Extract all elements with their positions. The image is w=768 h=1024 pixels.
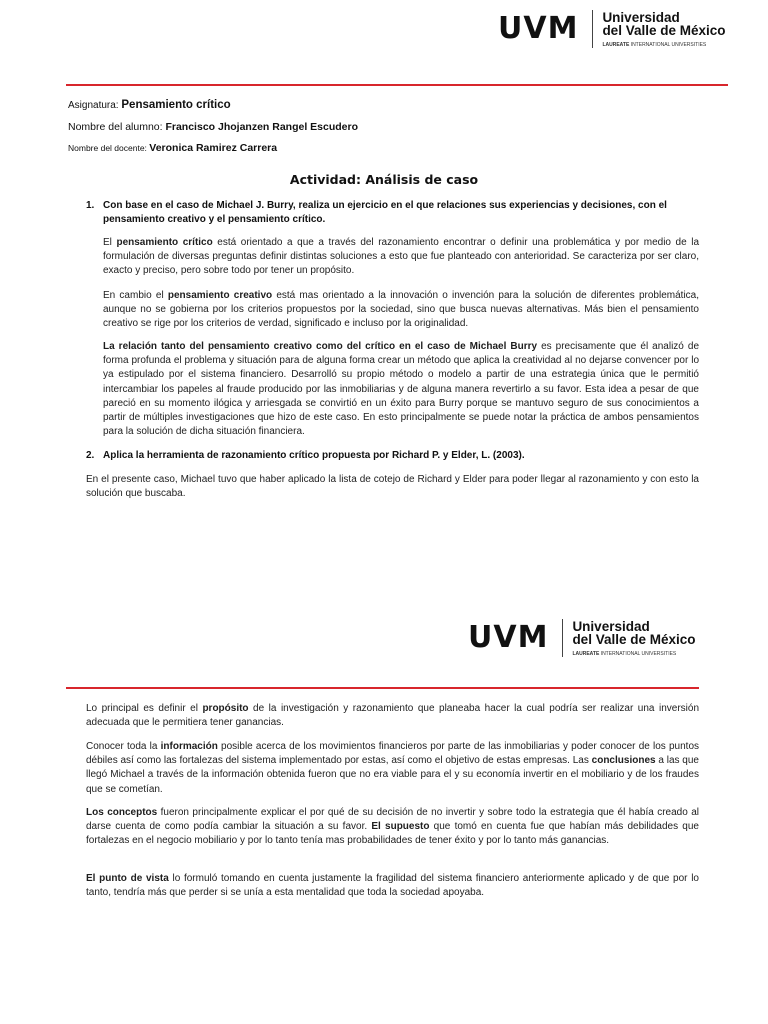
question-1-text: Con base en el caso de Michael J. Burry, realiza un ejercicio en el que relaciones sus experiencias y decisiones, con el pensamiento creativo y el pensamiento crítico. bbox=[103, 200, 667, 226]
p1-pre: El bbox=[103, 237, 117, 248]
question-2-text: Aplica la herramienta de razonamiento crítico propuesta por Richard P. y Elder, L. (2003). bbox=[103, 450, 525, 461]
p6-bold-1: información bbox=[160, 741, 218, 752]
question-1-number: 1. bbox=[86, 200, 95, 211]
logo-tag-rest: INTERNATIONAL UNIVERSITIES bbox=[629, 41, 707, 48]
p8-post: lo formuló tomando en cuenta justamente la fragilidad del sistema financiero anteriormente aplicado y de que por lo tanto, tendría más que perder si se unía a esta mentalidad que toda la sociedad apoyaba. bbox=[86, 873, 699, 899]
logo-line-1: Universidad bbox=[602, 9, 680, 25]
p2-bold: pensamiento creativo bbox=[167, 290, 273, 301]
p5-bold: propósito bbox=[202, 703, 249, 714]
paragraph-purpose bbox=[86, 702, 699, 730]
paragraph-point-of-view bbox=[86, 872, 699, 900]
student-value: Francisco Jhojanzen Rangel Escudero bbox=[165, 121, 359, 133]
teacher-value: Veronica Ramirez Carrera bbox=[149, 142, 278, 154]
p3-bold: La relación tanto del pensamiento creativo como del crítico en el caso de Michael Burry bbox=[103, 341, 538, 352]
paragraph-critical-thinking bbox=[103, 236, 699, 279]
paragraph-information bbox=[86, 740, 699, 797]
logo-mark-2: UVM bbox=[468, 620, 549, 655]
logo-tag-rest-2: INTERNATIONAL UNIVERSITIES bbox=[599, 650, 677, 657]
subject-value: Pensamiento crítico bbox=[121, 99, 231, 111]
p3-post: es precisamente que él analizó de forma profunda el problema y situación para de alguna forma crear un método que aplica la creatividad al no dejarse convencer por lo ya estipulado por el sistema financiero. Desarrolló su propio método o modelo a partir de una estrategia única que le permitió intercambiar los papeles al fraude producido por las inmobiliarias y de alguna manera revertirlo a su favor. Esta idea a pesar de que pareció en su momento ilógica y arriesgada se convirtió en un éxito para Burry porque se mantuvo seguro de sus conocimientos a partir de múltiples investigaciones que hizo de este caso. En esto principalmente se puede notar la práctica de ambos pensamientos para la solución de dicha situación financiera. bbox=[103, 341, 700, 438]
logo-tag-bold: LAUREATE bbox=[602, 41, 630, 48]
logo-line-1-2: Universidad bbox=[572, 618, 650, 634]
paragraph-concepts bbox=[86, 806, 699, 849]
p4-text: En el presente caso, Michael tuvo que haber aplicado la lista de cotejo de Richard y Elder para poder llegar al razonamiento y con esto la solución que buscaba. bbox=[86, 474, 699, 500]
student-line bbox=[68, 121, 358, 133]
university-logo bbox=[498, 10, 726, 48]
p8-bold: El punto de vista bbox=[86, 873, 169, 884]
p6-pre: Conocer toda la bbox=[86, 741, 161, 752]
question-2-number: 2. bbox=[86, 450, 95, 461]
logo-tag-bold-2: LAUREATE bbox=[572, 650, 600, 657]
p7-bold-2: El supuesto bbox=[371, 821, 430, 833]
logo-divider-2 bbox=[562, 619, 563, 657]
p6-bold-2: conclusiones bbox=[591, 755, 656, 767]
logo-mark: UVM bbox=[498, 11, 579, 46]
logo-line-2: del Valle de México bbox=[602, 23, 726, 38]
logo-wordmark-2 bbox=[572, 620, 695, 657]
p2-post: está mas orientado a la innovación o invención para la solución de diferentes problemática, aunque no se gobierna por los criterios propuestos por la sociedad, sino que busca nuevas alternativas. Más bien el pensamiento creativo se rige por los criterios de verdad, significado e incluso por la originalidad. bbox=[103, 290, 700, 330]
page-title: Actividad: Análisis de caso bbox=[289, 172, 479, 187]
p1-post: está orientado a que a través del razonamiento encontrar o definir una problemática y por medio de la formulación de diversas preguntas definir distintas soluciones a esto que fue planteado con anterioridad. Se caracteriza por ser claro, exacto y preciso, pero sobre todo por tener un propósito. bbox=[103, 237, 700, 277]
p5-pre: Lo principal es definir el bbox=[86, 703, 203, 714]
logo-tagline-2 bbox=[572, 651, 695, 657]
logo-tagline bbox=[602, 42, 725, 48]
p5-post: de la investigación y razonamiento que planeaba hacer la cual podría ser realizar una inversión adecuada que le permitiera tener ganancias. bbox=[86, 703, 700, 729]
p2-pre: En cambio el bbox=[103, 290, 168, 301]
subject-label: Asignatura: bbox=[68, 100, 122, 111]
logo-divider bbox=[592, 10, 593, 48]
header-rule-page-2 bbox=[66, 687, 699, 689]
p6-mid: posible acerca de los movimientos financieros por parte de las inmobiliarias y poder conocer de los puntos débiles así como las fortalezas del sistema implementado por estas, así como el objetivo de estas empresas. Las bbox=[86, 741, 699, 767]
paragraph-checklist bbox=[86, 473, 699, 501]
logo-line-2-2: del Valle de México bbox=[572, 632, 696, 647]
header-rule bbox=[66, 84, 728, 86]
paragraph-creative-thinking bbox=[103, 289, 699, 332]
p7-post: que tomó en cuenta fue que habían más debilidades que fortalezas en el negocio mobiliario y por lo tanto tenía mas probabilidades de tener éxito y por lo tanto más ganancias. bbox=[86, 821, 699, 847]
paragraph-relation bbox=[103, 340, 699, 439]
teacher-line bbox=[68, 142, 277, 154]
p7-mid: fueron principalmente explicar el por qué de su decisión de no invertir y sobre todo la estrategia que él había creado al darse cuenta de como podía cambiar la situación a su favor. bbox=[86, 807, 699, 833]
p7-bold-1: Los conceptos bbox=[86, 807, 158, 818]
teacher-label: Nombre del docente: bbox=[68, 143, 150, 153]
p6-post: a las que llegó Michael a través de la información obtenida fueron que no era viable para el y su economía invertir en el mobiliario y de los fraudes que se cometían. bbox=[86, 755, 699, 795]
subject-line bbox=[68, 99, 231, 111]
p1-bold: pensamiento crítico bbox=[116, 237, 213, 248]
question-2 bbox=[86, 449, 699, 463]
logo-wordmark bbox=[602, 11, 725, 48]
student-label: Nombre del alumno: bbox=[68, 121, 166, 133]
question-1 bbox=[86, 199, 699, 227]
university-logo-page-2 bbox=[468, 619, 696, 657]
